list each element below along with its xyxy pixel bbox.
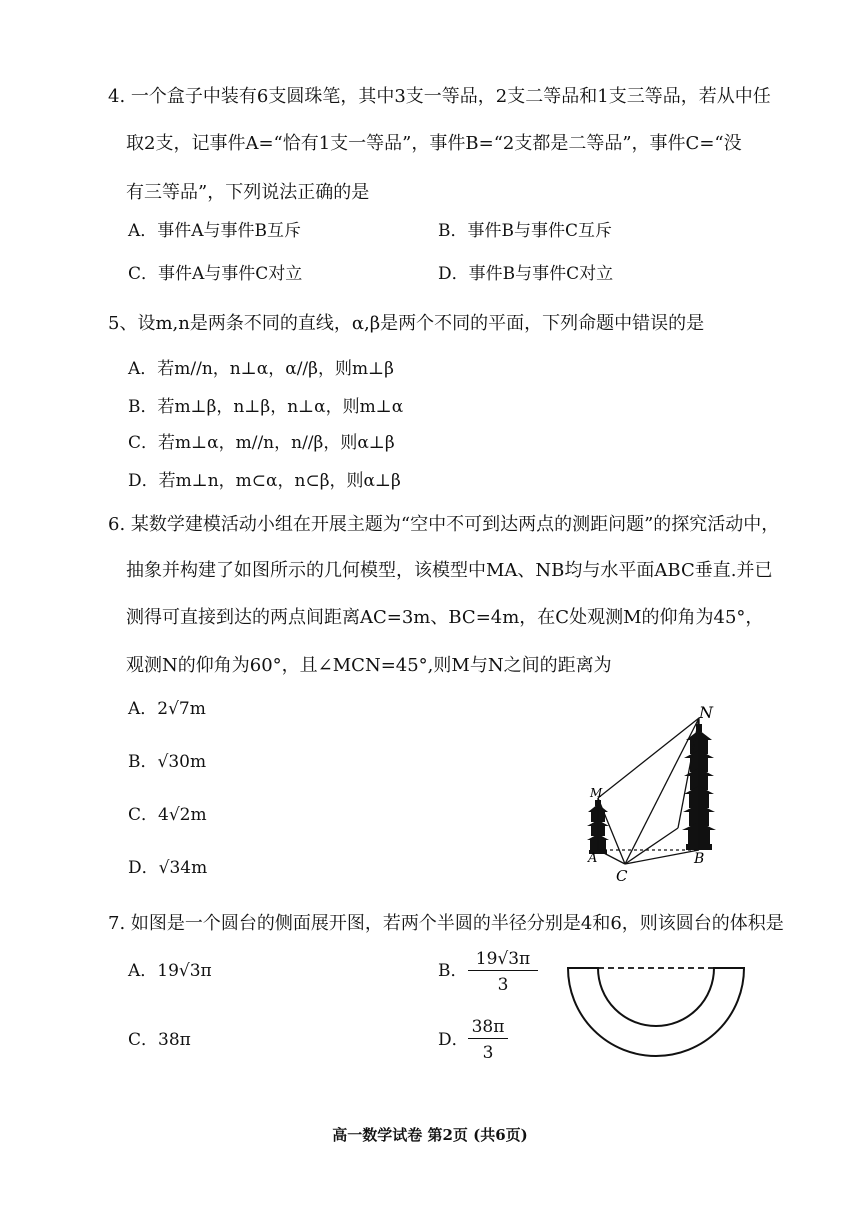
q6-line-1: 6. 某数学建模活动小组在开展主题为“空中不可到达两点的测距问题”的探究活动中， [108,514,780,535]
q7-option-d-numerator: 38π [468,1016,508,1039]
q7-option-a: A．19√3π [128,961,212,981]
q6-geometry-figure [580,700,730,885]
label-n: N [699,703,713,722]
q6-option-d: D．√34m [128,858,208,878]
q7-option-b-numerator: 19√3π [468,948,538,971]
q7-option-b-denominator: 3 [497,975,509,995]
q7-option-d-denominator: 3 [482,1043,494,1063]
q4-line-1: 4. 一个盒子中装有6支圆珠笔，其中3支一等品，2支二等品和1支三等品，若从中任 [108,86,771,107]
q7-option-c: C．38π [128,1030,191,1050]
q4-option-c: C．事件A与事件C对立 [128,264,303,284]
q6-option-b: B．√30m [128,752,207,772]
page-footer: 高一数学试卷 第2页 (共6页) [332,1126,528,1144]
q6-option-a: A．2√7m [128,699,206,719]
label-m: M [590,786,603,800]
q6-line-3: 测得可直接到达的两点间距离AC=3m、BC=4m，在C处观测M的仰角为45°， [126,607,764,628]
q5-option-a: A．若m//n，n⊥α，α//β，则m⊥β [128,359,394,379]
q7-frustum-net-figure [560,960,752,1064]
q4-option-a: A．事件A与事件B互斥 [128,221,302,241]
q4-option-d: D．事件B与事件C对立 [438,264,614,284]
q4-option-b: B．事件B与事件C互斥 [438,221,612,241]
label-b: B [694,851,705,867]
q7-option-b-prefix: B． [438,961,468,981]
q6-option-c: C．4√2m [128,805,207,825]
q7-stem: 7. 如图是一个圆台的侧面展开图，若两个半圆的半径分别是4和6，则该圆台的体积是 [108,913,784,934]
q6-line-4: 观测N的仰角为60°，且∠MCN=45°,则M与N之间的距离为 [126,655,612,676]
label-a: A [588,851,598,866]
label-c: C [616,867,628,885]
q5-option-c: C．若m⊥α，m//n，n//β，则α⊥β [128,433,395,453]
q5-option-d: D．若m⊥n，m⊂α，n⊂β，则α⊥β [128,471,401,491]
q5-stem: 5、设m,n是两条不同的直线，α,β是两个不同的平面，下列命题中错误的是 [108,313,705,334]
q6-line-2: 抽象并构建了如图所示的几何模型，该模型中MA、NB均与水平面ABC垂直.并已 [126,560,773,581]
q4-line-3: 有三等品”，下列说法正确的是 [126,182,370,203]
q4-line-2: 取2支，记事件A=“恰有1支一等品”，事件B=“2支都是二等品”，事件C=“没 [126,133,742,154]
q5-option-b: B．若m⊥β，n⊥β，n⊥α，则m⊥α [128,397,404,417]
q7-option-d-prefix: D． [438,1030,469,1050]
